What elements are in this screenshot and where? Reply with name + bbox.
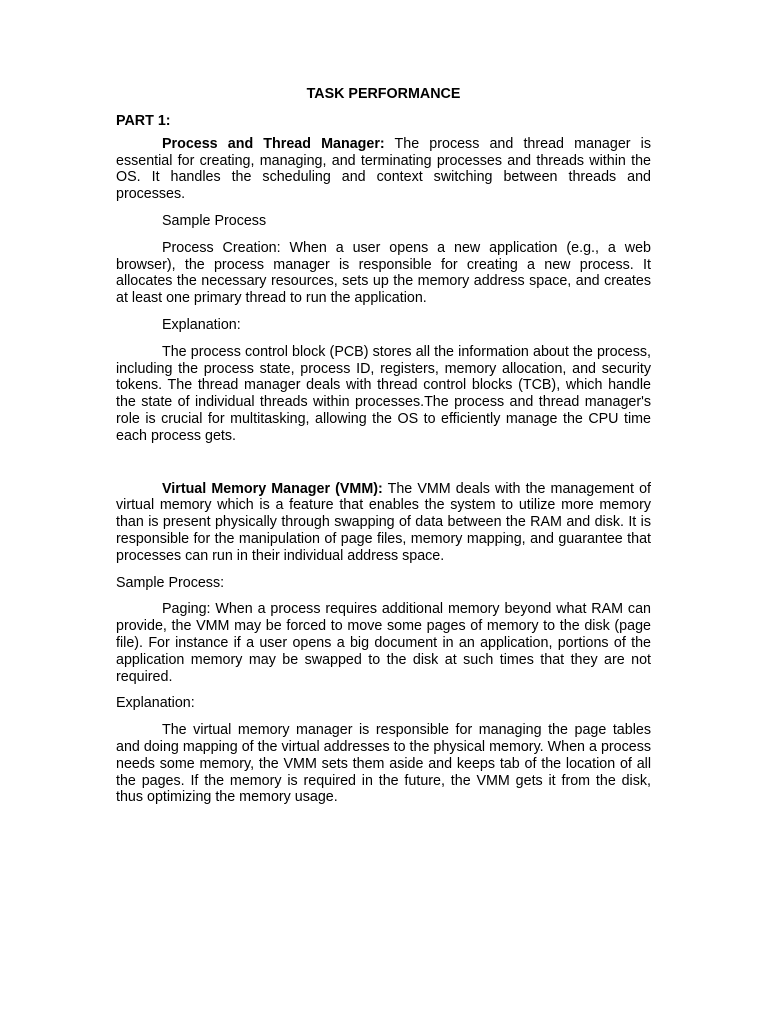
document-title: TASK PERFORMANCE <box>306 86 461 102</box>
explanation-label-2: Explanation: <box>116 695 195 712</box>
process-thread-manager-heading: Process and Thread Manager: <box>162 135 385 152</box>
vmm-intro <box>116 481 651 565</box>
document-body <box>116 86 651 806</box>
pcb-explanation-paragraph: The process control block (PCB) stores all the information about the process, including the process state, process ID, registers, memory allocation, and security tokens. The thread manager deals with thread control blocks (TCB), which handle the state of individual threads within processes.The process and thread manager's role is crucial for multitasking, allowing the OS to efficiently manage the CPU time each process gets. <box>116 343 651 444</box>
vmm-text: The VMM deals with the management of virtual memory which is a feature that enables the system to utilize more memory than is present physically through swapping of data between the RAM and disk. It is responsible for the manipulation of page files, memory mapping, and guarantee that processes can run in their individual address space. <box>116 480 651 564</box>
vmm-heading: Virtual Memory Manager (VMM): <box>162 480 383 497</box>
sample-process-label: Sample Process <box>162 212 267 229</box>
process-thread-manager-intro <box>116 136 651 203</box>
part-heading: PART 1: <box>116 113 171 129</box>
explanation-label-1: Explanation: <box>162 316 241 333</box>
process-thread-manager-text: The process and thread manager is essential for creating, managing, and terminating processes and threads within the OS. It handles the scheduling and context switching between threads and processes. <box>116 135 651 203</box>
vmm-explanation-paragraph: The virtual memory manager is responsible for managing the page tables and doing mapping of the virtual addresses to the physical memory. When a process needs some memory, the VMM sets them aside and keeps tab of the location of all the pages. If the memory is required in the future, the VMM gets it from the disk, thus optimizing the memory usage. <box>116 722 651 806</box>
process-creation-paragraph: Process Creation: When a user opens a new application (e.g., a web browser), the process manager is responsible for creating a new process. It allocates the necessary resources, sets up the memory address space, and creates at least one primary thread to run the application. <box>116 239 651 307</box>
paging-paragraph: Paging: When a process requires additional memory beyond what RAM can provide, the VMM may be forced to move some pages of memory to the disk (page file). For instance if a user opens a big document in an application, portions of the application memory may be swapped to the disk at such times that they are not required. <box>116 601 651 685</box>
sample-process-label-2: Sample Process: <box>116 574 225 591</box>
